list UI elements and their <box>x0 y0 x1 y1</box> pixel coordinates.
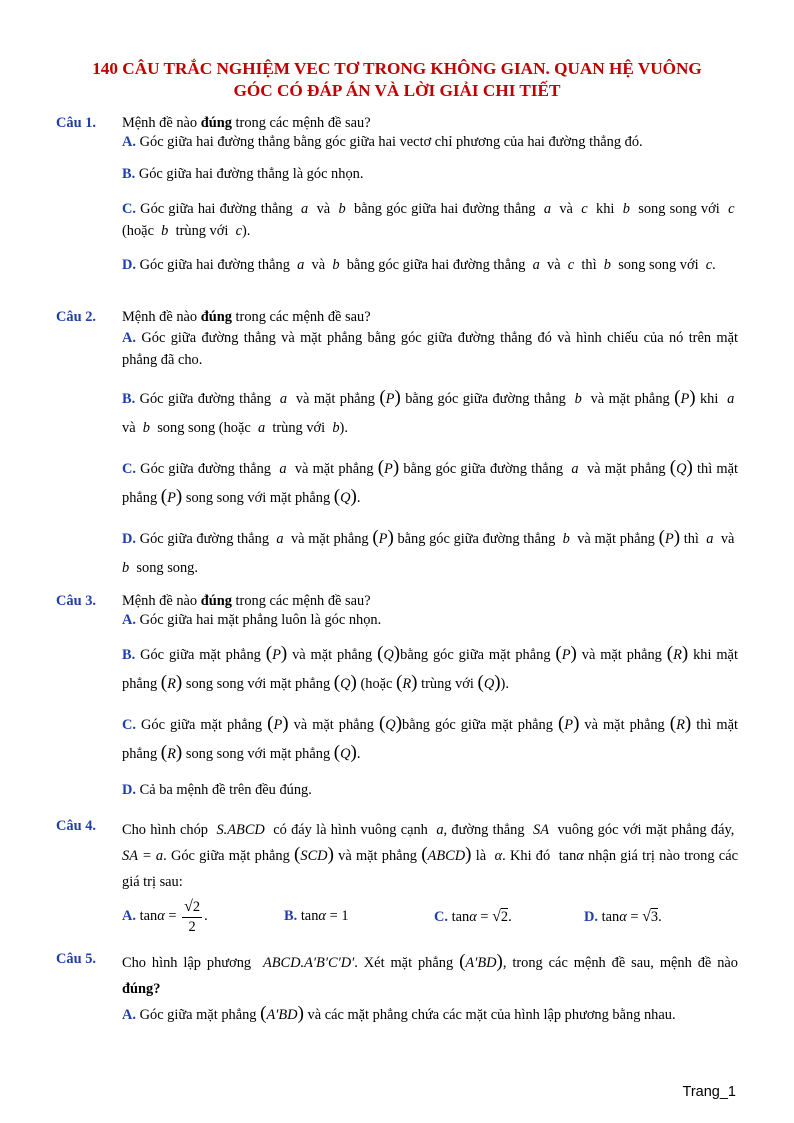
question-4-options <box>122 897 738 941</box>
title-line-1: 140 CÂU TRẮC NGHIỆM VEC TƠ TRONG KHÔNG GIAN. QUAN HỆ VUÔNG <box>92 59 702 78</box>
question-1-option-d[interactable]: D. Góc giữa hai đường thẳng a và b bằng góc giữa hai đường thẳng a và c thì b song song với c. <box>122 257 716 274</box>
question-4-option-d[interactable]: D. tanα = √3. <box>584 908 662 925</box>
question-5-stem: Cho hình lập phương ABCD.A′B′C′D′. Xét mặt phẳng (A′BD), trong các mệnh đề sau, mệnh đề nào đúng? <box>122 951 738 997</box>
question-1-option-a[interactable]: A. Góc giữa hai đường thẳng bằng góc giữa hai vectơ chỉ phương của hai đường thẳng đó. <box>122 133 643 150</box>
question-2-stem: Mệnh đề nào đúng trong các mệnh đề sau? <box>122 309 371 325</box>
question-4 <box>56 817 738 941</box>
question-3-option-d[interactable]: D. Cả ba mệnh đề trên đều đúng. <box>122 782 312 799</box>
title-line-2: GÓC CÓ ĐÁP ÁN VÀ LỜI GIẢI CHI TIẾT <box>233 81 561 100</box>
question-2-option-d[interactable]: D. Góc giữa đường thẳng a và mặt phẳng (P) bằng góc giữa đường thẳng b và mặt phẳng (P) thì a và b song song. <box>122 526 735 576</box>
question-3-option-c[interactable]: C. Góc giữa mặt phẳng (P) và mặt phẳng (Q)bằng góc giữa mặt phẳng (P) và mặt phẳng (R) thì mặt phẳng (R) song song với mặt phẳng (Q). <box>122 713 739 764</box>
question-1 <box>56 114 738 276</box>
question-3-option-a[interactable]: A. Góc giữa hai mặt phẳng luôn là góc nhọn. <box>122 611 382 628</box>
question-5 <box>56 950 738 1028</box>
question-5-option-a[interactable]: A. Góc giữa mặt phẳng (A′BD) và các mặt phẳng chứa các mặt của hình lập phương bằng nhau. <box>122 1003 676 1024</box>
document-title <box>40 58 754 102</box>
question-1-option-c[interactable]: C. Góc giữa hai đường thẳng a và b bằng góc giữa hai đường thẳng a và c khi b song song với c (hoặc b trùng với c). <box>122 201 735 240</box>
question-2 <box>56 308 738 583</box>
question-4-option-b[interactable]: B. tanα = 1 <box>284 908 349 924</box>
question-1-option-b[interactable]: B. Góc giữa hai đường thẳng là góc nhọn. <box>122 166 364 183</box>
page-number: Trang_1 <box>682 1084 736 1100</box>
question-4-option-c[interactable]: C. tanα = √2. <box>434 908 512 925</box>
question-3-stem: Mệnh đề nào đúng trong các mệnh đề sau? <box>122 593 371 609</box>
question-2-option-c[interactable]: C. Góc giữa đường thẳng a và mặt phẳng (P) bằng góc giữa đường thẳng a và mặt phẳng (Q) thì mặt phẳng (P) song song với mặt phẳng (Q). <box>122 456 738 507</box>
question-3-option-b[interactable]: B. Góc giữa mặt phẳng (P) và mặt phẳng (Q)bằng góc giữa mặt phẳng (P) và mặt phẳng (R) khi mặt phẳng (R) song song với mặt phẳng (Q) (hoặc (R) trùng với (Q)). <box>122 643 738 694</box>
question-2-option-b[interactable]: B. Góc giữa đường thẳng a và mặt phẳng (P) bằng góc giữa đường thẳng b và mặt phẳng (P) khi a và b song song (hoặc a trùng với b). <box>122 386 735 436</box>
question-2-option-a[interactable]: A. Góc giữa đường thẳng và mặt phẳng bằng góc giữa đường thẳng đó và hình chiếu của nó trên mặt phẳng đã cho. <box>122 329 739 368</box>
question-3-label: Câu 3. <box>56 593 96 609</box>
question-1-label: Câu 1. <box>56 115 96 131</box>
question-5-label: Câu 5. <box>56 951 96 967</box>
question-4-option-a[interactable]: A. tanα = $\frac{√2}{2}$ . <box>122 898 208 935</box>
question-4-stem: Cho hình chóp S.ABCD có đáy là hình vuông cạnh a, đường thẳng SA vuông góc với mặt phẳng đáy, SA = a. Góc giữa mặt phẳng (SCD) và mặt phẳng (ABCD) là α. Khi đó tanα nhận giá trị nào trong các giá trị sau: <box>122 822 738 890</box>
question-3 <box>56 592 738 800</box>
question-1-stem: Mệnh đề nào đúng trong các mệnh đề sau? <box>122 115 371 131</box>
question-2-label: Câu 2. <box>56 309 96 325</box>
question-4-label: Câu 4. <box>56 818 96 834</box>
fraction-sqrt2-over-2: $\frac{√2}{2}$ <box>184 898 201 935</box>
